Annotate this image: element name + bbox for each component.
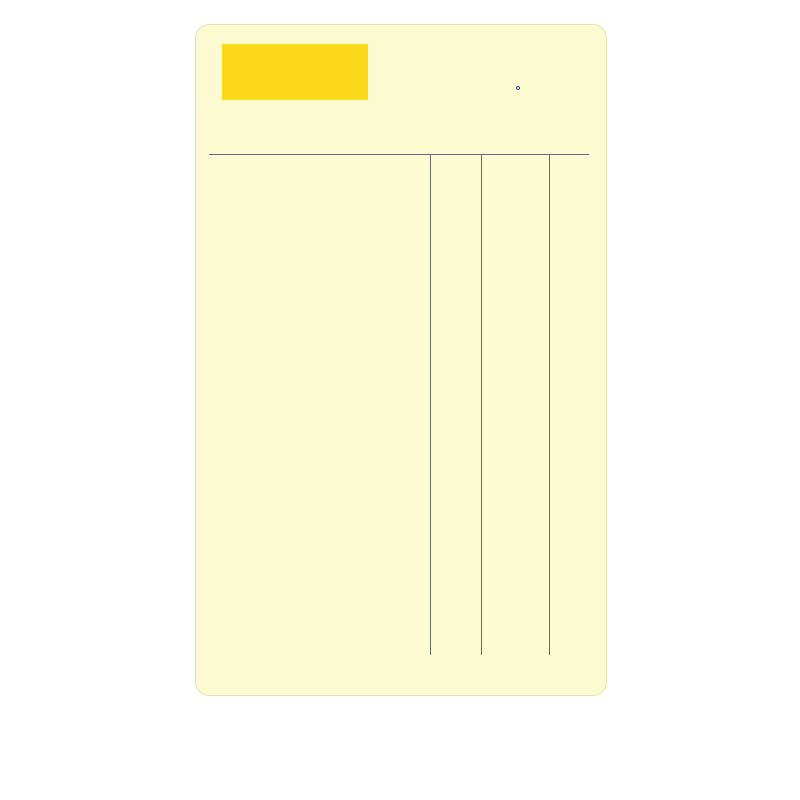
column-divider (481, 155, 482, 655)
column-divider (430, 155, 431, 655)
nutrition-label-card (195, 24, 607, 696)
col-portion-header (484, 83, 552, 98)
info-badge (222, 44, 368, 100)
header-divider (209, 154, 589, 155)
column-divider (549, 155, 550, 655)
nido-logo: ° (515, 83, 521, 98)
